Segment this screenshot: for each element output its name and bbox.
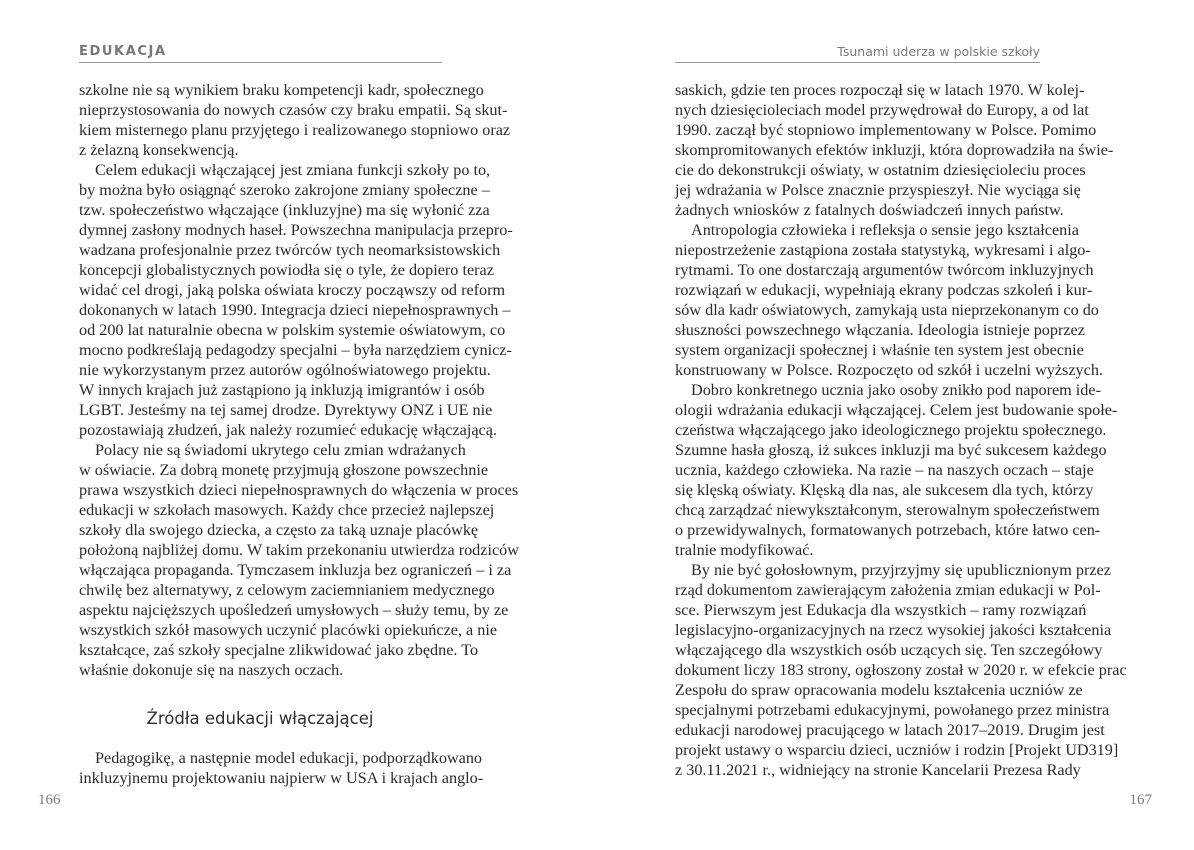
- text-line: ologii wdrażania edukacji włączającej. Celem jest budowanie społe-: [675, 401, 1118, 419]
- text-line: sce. Pierwszym jest Edukacja dla wszystkich – ramy rozwiązań: [675, 601, 1087, 619]
- text-line: wadzana profesjonalnie przez twórców tych neomarksistowskich: [79, 241, 501, 259]
- text-line: niepostrzeżenie zastąpiona została statystyką, wykresami i algo-: [675, 241, 1091, 259]
- text-line: prawa wszystkich dzieci niepełnosprawnych do włączenia w proces: [79, 481, 519, 499]
- text-line: 1990. zaczął być stopniowo implementowany w Polsce. Pomimo: [675, 121, 1097, 139]
- text-line: jej wdrażania w Polsce znacznie przyspieszył. Nie wyciąga się: [675, 181, 1081, 199]
- text-line: Polacy nie są świadomi ukrytego celu zmian wdrażanych: [95, 441, 466, 459]
- text-line: Antropologia człowieka i refleksja o sensie jego kształcenia: [691, 221, 1079, 239]
- text-line: nieprzystosowania do nowych czasów czy braku empatii. Są skut-: [79, 101, 508, 119]
- text-line: kiem misternego planu przyjętego i realizowanego stopniowo oraz: [79, 121, 511, 139]
- right-page: [597, 0, 1194, 850]
- text-line: właśnie dokonuje się na naszych oczach.: [79, 661, 344, 679]
- text-line: się klęską oświaty. Klęską dla nas, ale sukcesem dla tych, którzy: [675, 481, 1094, 499]
- page-number-right: 167: [1129, 792, 1152, 808]
- text-line: żadnych wniosków z fatalnych doświadczeń innych państw.: [675, 201, 1064, 219]
- text-line: mocno podkreślają pedagodzy specjalni – była narzędziem cynicz-: [79, 341, 512, 359]
- section-title: Tsunami uderza w polskie szkoły: [837, 44, 1040, 59]
- text-line: pozostawiają złudzeń, jak należy rozumieć edukację włączającą.: [79, 421, 497, 439]
- text-line: saskich, gdzie ten proces rozpoczął się w latach 1970. W kolej-: [675, 81, 1085, 99]
- text-line: o przewidywalnych, formatowanych potrzebach, które łatwo cen-: [675, 521, 1101, 539]
- text-line: aspektu najcięższych upośledzeń umysłowych – służy temu, by ze: [79, 601, 509, 619]
- text-line: szkoły dla swojego dziecka, a często za taką uznaje placówkę: [79, 521, 479, 539]
- text-line: skompromitowanych efektów inkluzji, która doprowadziła na świe-: [675, 141, 1114, 159]
- text-line: Pedagogikę, a następnie model edukacji, podporządkowano: [95, 749, 483, 767]
- text-line: LGBT. Jesteśmy na tej samej drodze. Dyrektywy ONZ i UE nie: [79, 401, 493, 419]
- section-heading: Źródła edukacji włączającej: [146, 709, 374, 728]
- text-line: inkluzyjnemu projektowaniu najpierw w USA i krajach anglo-: [79, 769, 484, 787]
- text-line: sów dla kadr oświatowych, zamykają usta nieprzekonanym co do: [675, 301, 1099, 319]
- text-line: rytmami. To one dostarczają argumentów twórcom inkluzyjnych: [675, 261, 1094, 279]
- text-line: legislacyjno-organizacyjnych na rzecz wysokiej jakości kształcenia: [675, 621, 1112, 639]
- text-line: rozwiązań w edukacji, wypełniają ekrany podczas szkoleń i kur-: [675, 281, 1093, 299]
- text-line: chcą zarządzać niewykształconym, sterowalnym społeczeństwem: [675, 501, 1100, 519]
- left-body-text: [79, 80, 519, 788]
- text-line: Szumne hasła głoszą, iż sukces inkluzji ma być sukcesem każdego: [675, 441, 1107, 459]
- text-line: widać cel drogi, jaką polska oświata kroczy począwszy od reform: [79, 281, 506, 299]
- text-line: chwilę bez alternatywy, z celowym zaciemnianiem medycznego: [79, 581, 495, 599]
- text-line: koncepcji globalistycznych powiodła się o tyle, że dopiero teraz: [79, 261, 494, 279]
- text-line: specjalnymi potrzebami edukacyjnymi, powołanego przez ministra: [675, 701, 1110, 719]
- text-line: rząd dokumentom zawierającym założenia zmian edukacji w Pol-: [675, 581, 1101, 599]
- text-line: wszystkich szkół masowych uczynić placówki opiekuńcze, a nie: [79, 621, 498, 639]
- text-line: nie wykorzystanym przez autorów ogólnoświatowego projektu.: [79, 361, 491, 379]
- text-line: włączająca propaganda. Tymczasem inkluzja bez ograniczeń – i za: [79, 561, 512, 579]
- text-line: nych dziesięcioleciach model przywędrował do Europy, a od lat: [675, 101, 1089, 119]
- text-line: tralnie modyfikować.: [675, 541, 814, 559]
- right-body-text: [675, 80, 1127, 780]
- text-line: ucznia, każdego człowieka. Na razie – na naszych oczach – staje: [675, 461, 1094, 479]
- text-line: od 200 lat naturalnie obecna w polskim systemie oświatowym, co: [79, 321, 506, 339]
- text-line: włączającego dla wszystkich osób uczących się. Ten szczegółowy: [675, 641, 1103, 659]
- text-line: by można było osiągnąć szeroko zakrojone zmiany społeczne –: [79, 181, 490, 199]
- text-line: tzw. społeczeństwo włączające (inkluzyjne) ma się wyłonić zza: [79, 201, 490, 219]
- text-line: słuszności powszechnego włączania. Ideologia istnieje poprzez: [675, 321, 1085, 339]
- page-number-left: 166: [38, 792, 61, 808]
- text-line: projekt ustawy o wsparciu dzieci, uczniów i rodzin [Projekt UD319]: [675, 741, 1119, 759]
- text-line: w oświacie. Za dobrą monetę przyjmują głoszone powszechnie: [79, 461, 489, 479]
- text-line: kształcące, zaś szkoły specjalne zlikwidować jako zbędne. To: [79, 641, 479, 659]
- text-line: dymnej zasłony modnych haseł. Powszechna manipulacja przepro-: [79, 221, 513, 239]
- text-line: system organizacji społecznej i właśnie ten system jest obecnie: [675, 341, 1084, 359]
- text-line: konstruowany w Polsce. Rozpoczęto od szkół i uczelni wyższych.: [675, 361, 1103, 379]
- text-line: dokonanych w latach 1990. Integracja dzieci niepełnosprawnych –: [79, 301, 511, 319]
- running-head-section: [675, 40, 1040, 63]
- text-line: Zespołu do spraw opracowania modelu kształcenia uczniów ze: [675, 681, 1083, 699]
- text-line: czeństwa włączającego jako ideologicznego projektu społecznego.: [675, 421, 1107, 439]
- running-head-chapter: [79, 40, 442, 63]
- chapter-title: EDUKACJA: [79, 44, 167, 59]
- text-line: szkolne nie są wynikiem braku kompetencji kadr, społecznego: [79, 81, 484, 99]
- text-line: edukacji w szkołach masowych. Każdy chce przecież najlepszej: [79, 501, 495, 519]
- text-line: Dobro konkretnego ucznia jako osoby znikło pod naporem ide-: [691, 381, 1101, 399]
- text-line: W innych krajach już zastąpiono ją inkluzją imigrantów i osób: [79, 381, 485, 399]
- text-line: z żelazną konsekwencją.: [79, 141, 239, 159]
- text-line: położoną najbliżej domu. W takim przekonaniu utwierdza rodziców: [79, 541, 519, 559]
- text-line: edukacji narodowej pracującego w latach 2017–2019. Drugim jest: [675, 721, 1105, 739]
- text-line: Celem edukacji włączającej jest zmiana funkcji szkoły po to,: [95, 161, 491, 179]
- text-line: z 30.11.2021 r., widniejący na stronie Kancelarii Prezesa Rady: [675, 761, 1081, 779]
- text-line: By nie być gołosłownym, przyjrzyjmy się upublicznionym przez: [691, 561, 1111, 579]
- text-line: dokument liczy 183 strony, ogłoszony został w 2020 r. w efekcie prac: [675, 661, 1127, 679]
- text-line: cie do dekonstrukcji oświaty, w ostatnim dziesięcioleciu proces: [675, 161, 1086, 179]
